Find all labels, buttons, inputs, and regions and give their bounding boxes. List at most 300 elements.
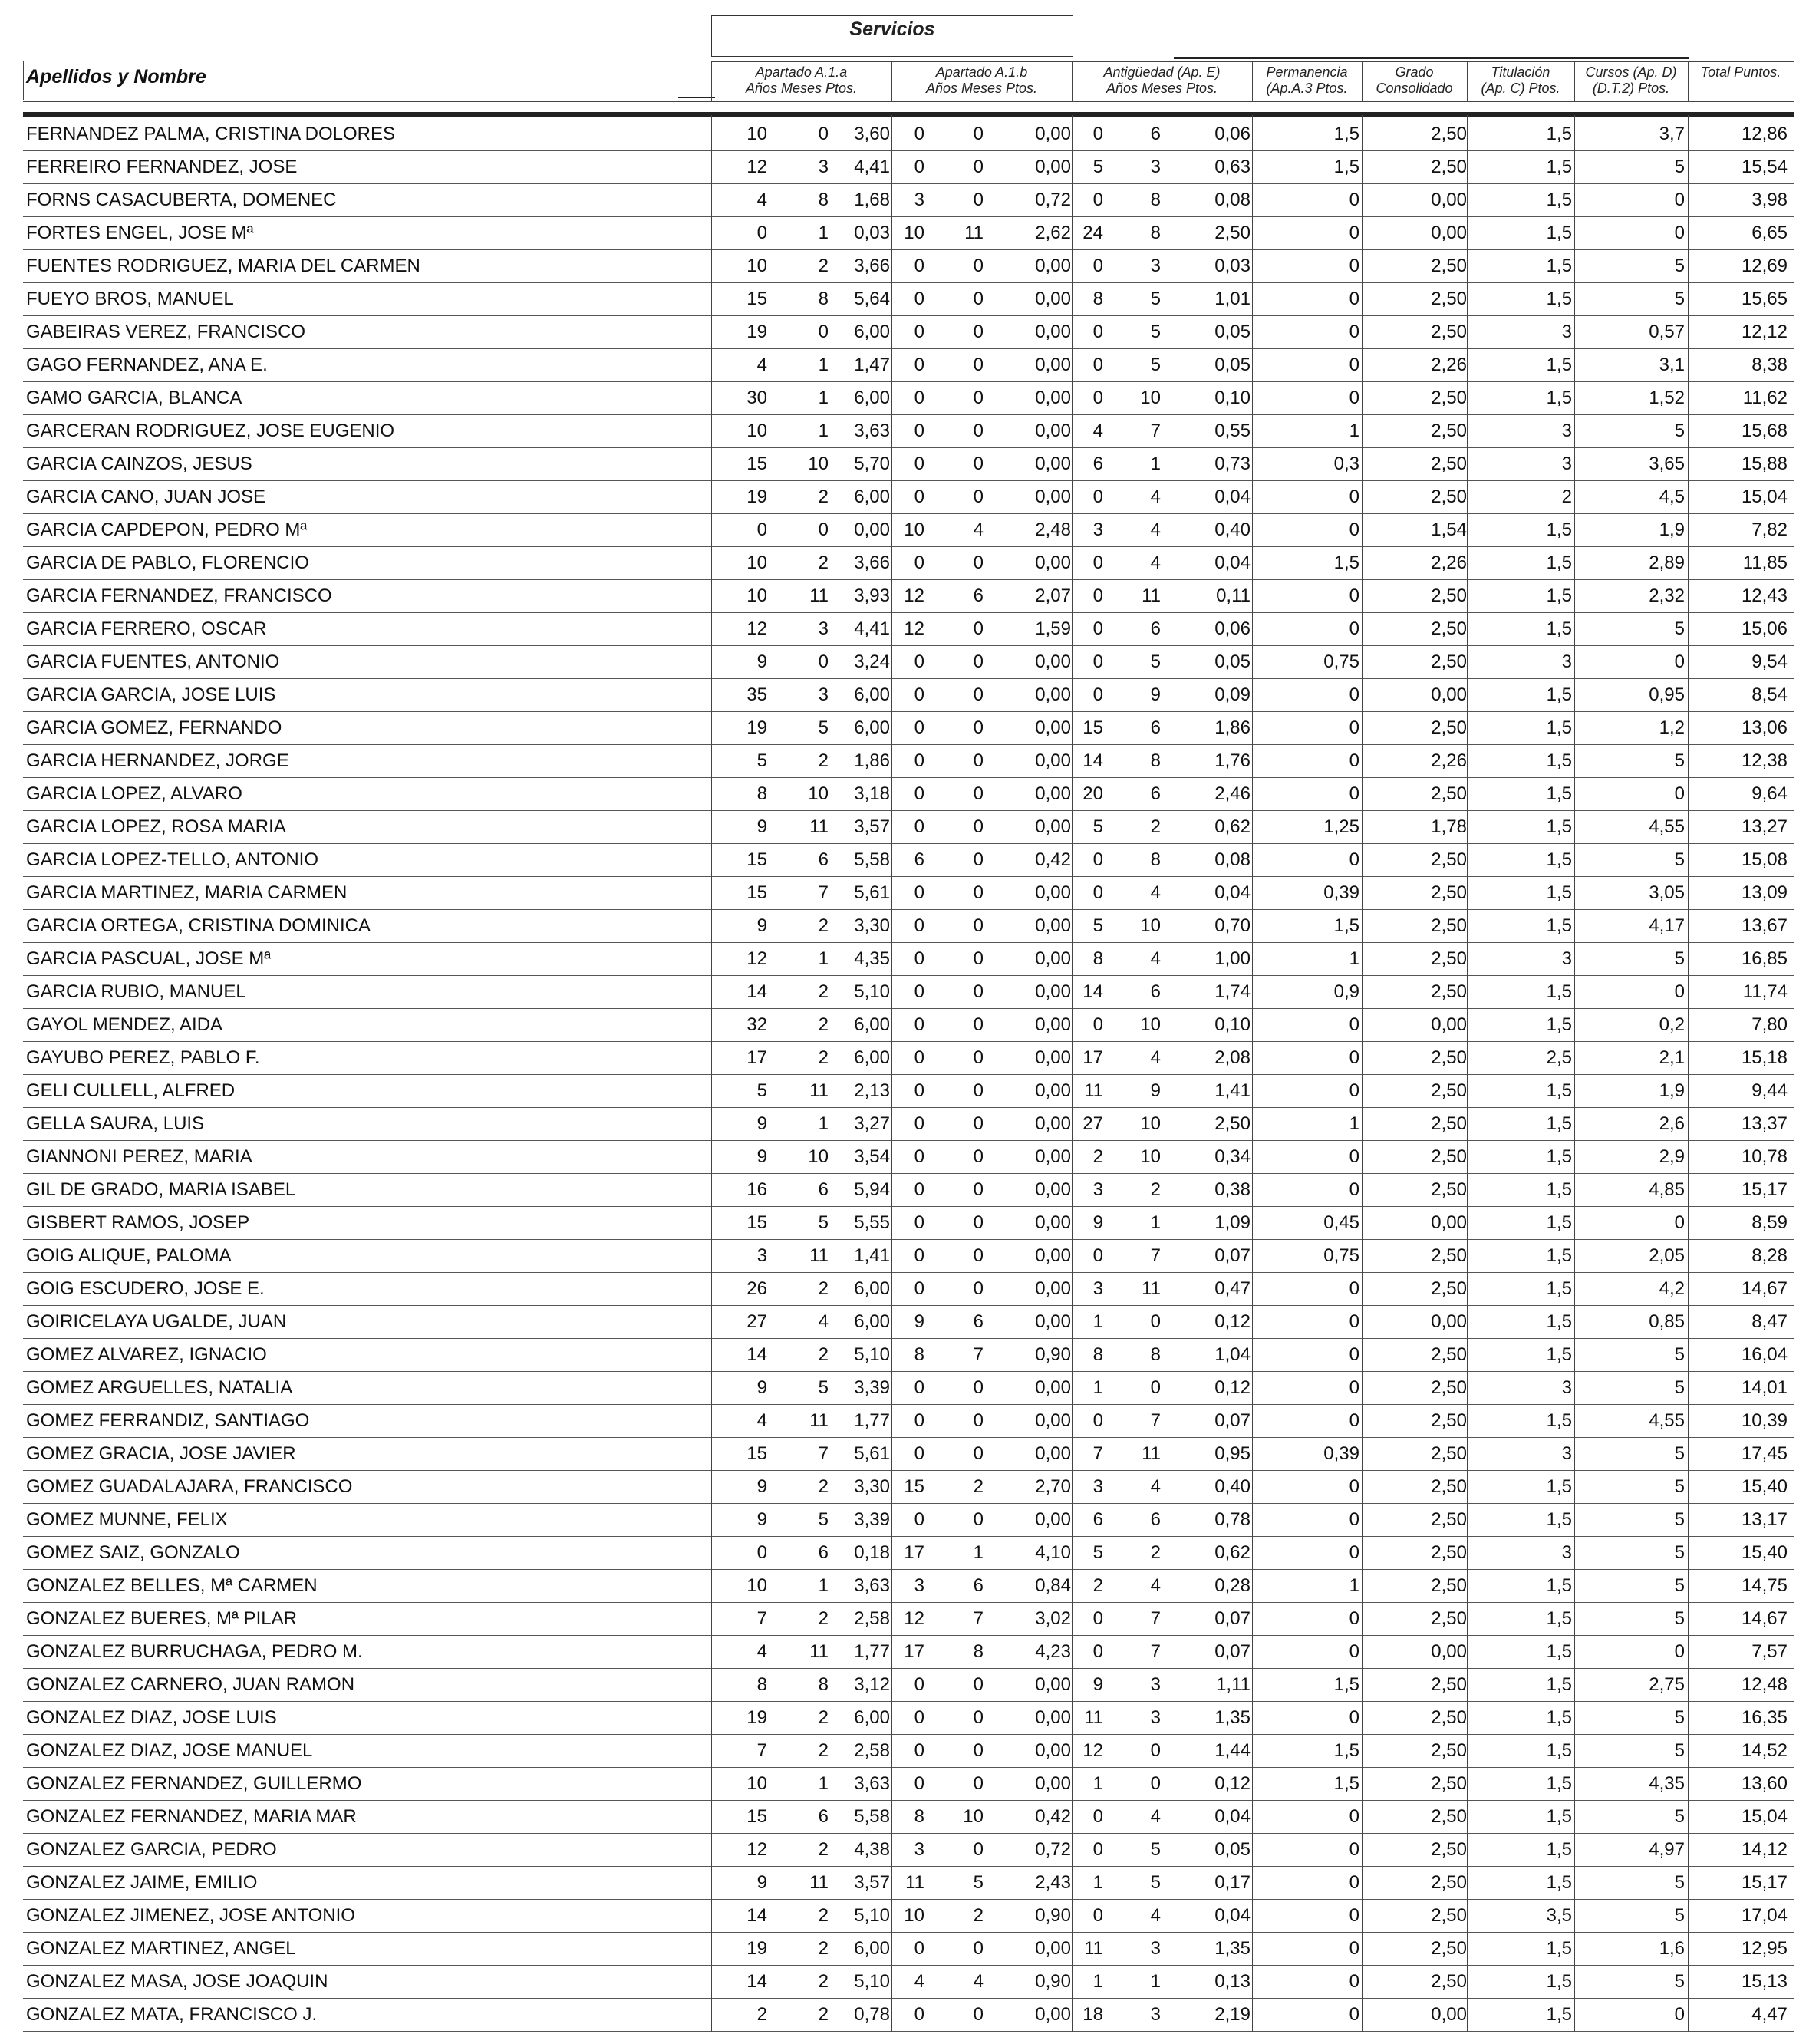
a1a-months-cell: 10 [808,1146,829,1167]
a1b-months-cell: 0 [973,684,984,705]
a1a-years-cell: 26 [746,1278,767,1299]
consolidated-grade-cell: 0,00 [1431,2004,1467,2025]
employee-name: GONZALEZ DIAZ, JOSE MANUEL [26,1740,313,1761]
a1b-points-cell: 0,84 [1035,1575,1071,1596]
total-points-cell: 12,48 [1741,1674,1788,1695]
permanence-points-cell: 0 [1349,1839,1359,1860]
seniority-points-cell: 0,34 [1214,1146,1251,1167]
employee-name: GARCIA HERNANDEZ, JORGE [26,750,289,771]
a1a-points-cell: 0,00 [854,519,890,540]
seniority-months-cell: 10 [1140,1014,1161,1035]
permanence-points-cell: 1,5 [1333,915,1359,936]
seniority-points-cell: 0,78 [1214,1509,1251,1530]
seniority-years-cell: 2 [1092,1146,1103,1167]
column-header-line1: Apartado A.1.a [755,64,848,80]
seniority-months-cell: 5 [1150,1872,1161,1893]
a1a-points-cell: 5,55 [854,1212,890,1233]
total-points-cell: 15,06 [1741,618,1788,639]
a1a-points-cell: 4,41 [854,157,890,177]
permanence-points-cell: 0 [1349,256,1359,276]
consolidated-grade-cell: 2,50 [1431,420,1467,441]
degree-points-cell: 1,5 [1546,1212,1572,1233]
seniority-points-cell: 1,35 [1214,1707,1251,1728]
seniority-years-cell: 14 [1083,750,1103,771]
a1a-points-cell: 5,10 [854,1905,890,1926]
a1a-months-cell: 1 [818,1773,829,1794]
a1b-months-cell: 0 [973,453,984,474]
seniority-months-cell: 7 [1150,1410,1161,1431]
a1a-months-cell: 2 [818,552,829,573]
total-points-cell: 13,60 [1741,1773,1788,1794]
column-divider [1467,115,1468,2032]
consolidated-grade-cell: 2,50 [1431,1971,1467,1992]
table-row [23,1570,1794,1603]
table-row [23,1636,1794,1669]
a1b-points-cell: 0,00 [1035,717,1071,738]
seniority-months-cell: 8 [1150,849,1161,870]
seniority-years-cell: 1 [1092,1773,1103,1794]
seniority-years-cell: 6 [1092,453,1103,474]
degree-points-cell: 1,5 [1546,849,1572,870]
degree-points-cell: 1,5 [1546,1740,1572,1761]
seniority-years-cell: 3 [1092,1476,1103,1497]
a1a-points-cell: 6,00 [854,717,890,738]
a1a-years-cell: 12 [746,1839,767,1860]
seniority-points-cell: 0,04 [1214,552,1251,573]
total-points-cell: 12,12 [1741,321,1788,342]
seniority-months-cell: 10 [1140,1146,1161,1167]
seniority-points-cell: 0,40 [1214,519,1251,540]
a1a-points-cell: 3,27 [854,1113,890,1134]
seniority-points-cell: 2,50 [1214,223,1251,243]
total-points-cell: 13,17 [1741,1509,1788,1530]
employee-name: GARCIA GOMEZ, FERNANDO [26,717,282,738]
a1b-years-cell: 3 [914,1839,924,1860]
a1b-years-cell: 0 [914,321,924,342]
employee-name: GOMEZ SAIZ, GONZALO [26,1542,240,1563]
seniority-years-cell: 0 [1092,1410,1103,1431]
seniority-points-cell: 1,41 [1214,1080,1251,1101]
employee-name: GELI CULLELL, ALFRED [26,1080,236,1101]
seniority-years-cell: 24 [1083,223,1103,243]
a1b-points-cell: 0,00 [1035,1938,1071,1959]
a1a-years-cell: 10 [746,552,767,573]
seniority-months-cell: 2 [1150,1542,1161,1563]
employee-name: GARCIA CAINZOS, JESUS [26,453,252,474]
seniority-points-cell: 0,07 [1214,1245,1251,1266]
a1a-months-cell: 2 [818,256,829,276]
total-points-cell: 12,86 [1741,124,1788,144]
a1a-points-cell: 3,24 [854,651,890,672]
a1a-years-cell: 19 [746,321,767,342]
a1a-points-cell: 0,03 [854,223,890,243]
column-header [1072,64,1252,96]
seniority-points-cell: 0,40 [1214,1476,1251,1497]
a1b-points-cell: 0,00 [1035,1146,1071,1167]
a1b-points-cell: 0,00 [1035,552,1071,573]
total-points-cell: 14,52 [1741,1740,1788,1761]
a1a-points-cell: 5,70 [854,453,890,474]
a1a-points-cell: 3,93 [854,585,890,606]
a1b-points-cell: 0,00 [1035,486,1071,507]
a1a-years-cell: 10 [746,124,767,144]
column-header-line2: Consolidado [1376,80,1453,96]
a1b-years-cell: 0 [914,1674,924,1695]
a1b-months-cell: 0 [973,1245,984,1266]
a1b-months-cell: 0 [973,124,984,144]
a1b-points-cell: 0,00 [1035,157,1071,177]
a1a-months-cell: 11 [809,1245,829,1266]
seniority-points-cell: 0,04 [1214,1806,1251,1827]
a1a-months-cell: 5 [818,1377,829,1398]
seniority-months-cell: 4 [1150,519,1161,540]
a1b-points-cell: 1,59 [1035,618,1071,639]
permanence-points-cell: 0 [1349,1608,1359,1629]
a1b-years-cell: 0 [914,981,924,1002]
employee-name: GOMEZ MUNNE, FELIX [26,1509,228,1530]
degree-points-cell: 1,5 [1546,717,1572,738]
a1b-years-cell: 0 [914,1080,924,1101]
table-row [23,1537,1794,1570]
consolidated-grade-cell: 2,50 [1431,1806,1467,1827]
consolidated-grade-cell: 2,50 [1431,585,1467,606]
seniority-years-cell: 0 [1092,256,1103,276]
courses-points-cell: 1,9 [1659,519,1685,540]
consolidated-grade-cell: 2,50 [1431,1344,1467,1365]
degree-points-cell: 1,5 [1546,1146,1572,1167]
permanence-points-cell: 0 [1349,1872,1359,1893]
seniority-points-cell: 0,70 [1214,915,1251,936]
total-points-cell: 13,67 [1741,915,1788,936]
a1a-points-cell: 3,57 [854,816,890,837]
a1a-points-cell: 3,54 [854,1146,890,1167]
degree-points-cell: 1,5 [1546,1872,1572,1893]
total-points-cell: 7,57 [1751,1641,1788,1662]
a1a-months-cell: 11 [809,1641,829,1662]
a1a-points-cell: 6,00 [854,1278,890,1299]
a1a-months-cell: 1 [818,387,829,408]
a1b-months-cell: 0 [973,1443,984,1464]
permanence-points-cell: 0 [1349,618,1359,639]
a1a-points-cell: 0,18 [854,1542,890,1563]
total-points-cell: 13,37 [1741,1113,1788,1134]
a1b-years-cell: 0 [914,453,924,474]
a1b-months-cell: 0 [973,1707,984,1728]
total-points-cell: 15,54 [1741,157,1788,177]
seniority-points-cell: 1,76 [1214,750,1251,771]
a1b-months-cell: 11 [964,223,984,243]
a1a-months-cell: 2 [818,1905,829,1926]
employee-name: FUENTES RODRIGUEZ, MARIA DEL CARMEN [26,256,420,276]
a1b-years-cell: 0 [914,1179,924,1200]
total-points-cell: 15,88 [1741,453,1788,474]
seniority-years-cell: 4 [1092,420,1103,441]
degree-points-cell: 1,5 [1546,1773,1572,1794]
a1a-months-cell: 11 [809,1080,829,1101]
consolidated-grade-cell: 0,00 [1431,190,1467,210]
permanence-points-cell: 0 [1349,585,1359,606]
a1b-points-cell: 0,00 [1035,750,1071,771]
seniority-years-cell: 0 [1092,387,1103,408]
table-row [23,283,1794,316]
degree-points-cell: 1,5 [1546,1608,1572,1629]
seniority-years-cell: 9 [1092,1212,1103,1233]
seniority-years-cell: 0 [1092,354,1103,375]
permanence-points-cell: 0 [1349,1080,1359,1101]
total-points-cell: 4,47 [1751,2004,1788,2025]
seniority-points-cell: 2,50 [1214,1113,1251,1134]
seniority-months-cell: 8 [1150,750,1161,771]
permanence-points-cell: 0 [1349,1047,1359,1068]
degree-points-cell: 1,5 [1546,1014,1572,1035]
seniority-years-cell: 1 [1092,1872,1103,1893]
a1a-months-cell: 10 [808,783,829,804]
degree-points-cell: 1,5 [1546,750,1572,771]
seniority-points-cell: 1,01 [1214,288,1251,309]
seniority-months-cell: 3 [1150,157,1161,177]
table-row [23,1669,1794,1702]
seniority-months-cell: 5 [1150,288,1161,309]
permanence-points-cell: 0 [1349,354,1359,375]
table-row [23,1174,1794,1207]
degree-points-cell: 1,5 [1546,1344,1572,1365]
a1a-months-cell: 6 [818,1806,829,1827]
courses-points-cell: 5 [1674,256,1685,276]
seniority-months-cell: 5 [1150,354,1161,375]
degree-points-cell: 1,5 [1546,1509,1572,1530]
total-points-cell: 8,28 [1751,1245,1788,1266]
a1b-points-cell: 0,90 [1035,1344,1071,1365]
a1b-years-cell: 8 [914,1344,924,1365]
a1a-months-cell: 2 [818,981,829,1002]
seniority-months-cell: 0 [1150,1311,1161,1332]
degree-points-cell: 1,5 [1546,915,1572,936]
a1a-points-cell: 1,86 [854,750,890,771]
a1a-months-cell: 2 [818,486,829,507]
consolidated-grade-cell: 2,50 [1431,256,1467,276]
seniority-years-cell: 9 [1092,1674,1103,1695]
header-left-rule [23,61,24,100]
a1a-points-cell: 1,41 [854,1245,890,1266]
permanence-points-cell: 0 [1349,1344,1359,1365]
a1b-months-cell: 1 [973,1542,984,1563]
table-row [23,1702,1794,1735]
a1b-months-cell: 0 [973,1938,984,1959]
table-row [23,547,1794,580]
table-row [23,1405,1794,1438]
consolidated-grade-cell: 2,26 [1431,750,1467,771]
a1a-years-cell: 9 [756,1872,767,1893]
seniority-months-cell: 2 [1150,1179,1161,1200]
a1b-years-cell: 0 [914,354,924,375]
seniority-years-cell: 18 [1083,2004,1103,2025]
employee-name: GARCIA FERRERO, OSCAR [26,618,267,639]
a1a-years-cell: 4 [756,1641,767,1662]
a1b-points-cell: 4,23 [1035,1641,1071,1662]
total-points-cell: 8,47 [1751,1311,1788,1332]
a1b-points-cell: 0,42 [1035,1806,1071,1827]
a1b-months-cell: 0 [973,1212,984,1233]
a1a-points-cell: 5,61 [854,1443,890,1464]
courses-points-cell: 0 [1674,190,1685,210]
table-row [23,580,1794,613]
a1b-years-cell: 0 [914,651,924,672]
a1b-years-cell: 12 [904,585,924,606]
seniority-years-cell: 0 [1092,1014,1103,1035]
employee-name: GIANNONI PEREZ, MARIA [26,1146,252,1167]
courses-points-cell: 5 [1674,750,1685,771]
seniority-years-cell: 1 [1092,1377,1103,1398]
seniority-points-cell: 1,44 [1214,1740,1251,1761]
consolidated-grade-cell: 2,50 [1431,915,1467,936]
table-row [23,1339,1794,1372]
degree-points-cell: 1,5 [1546,1806,1572,1827]
degree-points-cell: 1,5 [1546,190,1572,210]
degree-points-cell: 1,5 [1546,981,1572,1002]
seniority-points-cell: 0,09 [1214,684,1251,705]
total-points-cell: 14,67 [1741,1278,1788,1299]
permanence-points-cell: 0 [1349,223,1359,243]
a1a-points-cell: 0,78 [854,2004,890,2025]
consolidated-grade-cell: 0,00 [1431,223,1467,243]
a1b-points-cell: 0,00 [1035,1047,1071,1068]
a1a-points-cell: 5,64 [854,288,890,309]
degree-points-cell: 3 [1561,651,1572,672]
degree-points-cell: 3 [1561,453,1572,474]
employee-name: GARCIA RUBIO, MANUEL [26,981,246,1002]
seniority-months-cell: 4 [1150,1047,1161,1068]
a1b-points-cell: 0,00 [1035,1377,1071,1398]
a1b-years-cell: 0 [914,1938,924,1959]
employee-name: GOMEZ ARGUELLES, NATALIA [26,1377,293,1398]
a1b-years-cell: 12 [904,618,924,639]
seniority-months-cell: 3 [1150,1674,1161,1695]
a1a-years-cell: 3 [756,1245,767,1266]
table-row [23,811,1794,844]
degree-points-cell: 1,5 [1546,1080,1572,1101]
courses-points-cell: 0 [1674,223,1685,243]
table-row [23,1966,1794,1999]
a1b-months-cell: 7 [973,1344,984,1365]
courses-points-cell: 5 [1674,1443,1685,1464]
table-row [23,514,1794,547]
a1b-months-cell: 0 [973,981,984,1002]
column-header-line1: Apartado A.1.b [935,64,1028,80]
degree-points-cell: 1,5 [1546,1311,1572,1332]
permanence-points-cell: 0 [1349,849,1359,870]
a1b-months-cell: 0 [973,1080,984,1101]
a1a-months-cell: 2 [818,915,829,936]
courses-points-cell: 1,52 [1649,387,1685,408]
seniority-years-cell: 0 [1092,1839,1103,1860]
a1b-years-cell: 0 [914,1212,924,1233]
degree-points-cell: 1,5 [1546,783,1572,804]
seniority-years-cell: 17 [1083,1047,1103,1068]
degree-points-cell: 1,5 [1546,1674,1572,1695]
a1b-years-cell: 0 [914,486,924,507]
a1b-months-cell: 0 [973,1773,984,1794]
a1b-points-cell: 0,00 [1035,387,1071,408]
seniority-points-cell: 1,35 [1214,1938,1251,1959]
employee-name: GARCIA FUENTES, ANTONIO [26,651,280,672]
permanence-points-cell: 0 [1349,1509,1359,1530]
a1a-years-cell: 12 [746,618,767,639]
employee-name: GAYUBO PEREZ, PABLO F. [26,1047,260,1068]
seniority-years-cell: 8 [1092,948,1103,969]
seniority-months-cell: 7 [1150,1608,1161,1629]
degree-points-cell: 1,5 [1546,519,1572,540]
header-column-divider [1688,61,1689,101]
total-points-cell: 14,12 [1741,1839,1788,1860]
a1a-months-cell: 0 [818,124,829,144]
a1b-years-cell: 0 [914,1707,924,1728]
a1b-months-cell: 0 [973,618,984,639]
seniority-points-cell: 0,10 [1214,1014,1251,1035]
a1b-months-cell: 0 [973,1740,984,1761]
a1a-years-cell: 4 [756,354,767,375]
total-points-cell: 15,17 [1741,1872,1788,1893]
seniority-months-cell: 4 [1150,1905,1161,1926]
a1b-points-cell: 0,00 [1035,124,1071,144]
table-row [23,1075,1794,1108]
a1b-points-cell: 0,00 [1035,981,1071,1002]
column-header-line2: (Ap. C) Ptos. [1481,80,1560,96]
seniority-points-cell: 2,19 [1214,2004,1251,2025]
courses-points-cell: 4,35 [1649,1773,1685,1794]
a1a-points-cell: 6,00 [854,1047,890,1068]
courses-points-cell: 2,89 [1649,552,1685,573]
total-points-cell: 15,13 [1741,1971,1788,1992]
courses-points-cell: 0 [1674,1212,1685,1233]
seniority-years-cell: 5 [1092,915,1103,936]
a1a-months-cell: 2 [818,1014,829,1035]
consolidated-grade-cell: 2,50 [1431,981,1467,1002]
seniority-years-cell: 0 [1092,190,1103,210]
a1a-points-cell: 3,30 [854,1476,890,1497]
table-row [23,349,1794,382]
seniority-points-cell: 0,12 [1214,1311,1251,1332]
seniority-points-cell: 0,04 [1214,486,1251,507]
seniority-months-cell: 6 [1150,124,1161,144]
permanence-points-cell: 0 [1349,190,1359,210]
employee-name: GARCIA GARCIA, JOSE LUIS [26,684,276,705]
a1a-points-cell: 6,00 [854,1311,890,1332]
degree-points-cell: 1,5 [1546,1707,1572,1728]
permanence-points-cell: 0 [1349,1278,1359,1299]
seniority-months-cell: 10 [1140,1113,1161,1134]
table-row [23,1141,1794,1174]
courses-points-cell: 4,5 [1659,486,1685,507]
a1b-months-cell: 0 [973,387,984,408]
a1a-points-cell: 5,58 [854,1806,890,1827]
total-points-cell: 15,40 [1741,1476,1788,1497]
a1a-years-cell: 14 [746,1971,767,1992]
seniority-months-cell: 8 [1150,223,1161,243]
seniority-months-cell: 4 [1150,486,1161,507]
a1a-years-cell: 10 [746,256,767,276]
a1b-months-cell: 0 [973,1047,984,1068]
seniority-points-cell: 0,63 [1214,157,1251,177]
seniority-years-cell: 3 [1092,1278,1103,1299]
a1a-months-cell: 1 [818,420,829,441]
table-row [23,613,1794,646]
seniority-years-cell: 8 [1092,288,1103,309]
employee-name: GIL DE GRADO, MARIA ISABEL [26,1179,296,1200]
courses-points-cell: 0,95 [1649,684,1685,705]
table-row [23,481,1794,514]
a1b-points-cell: 0,00 [1035,948,1071,969]
a1b-years-cell: 3 [914,1575,924,1596]
